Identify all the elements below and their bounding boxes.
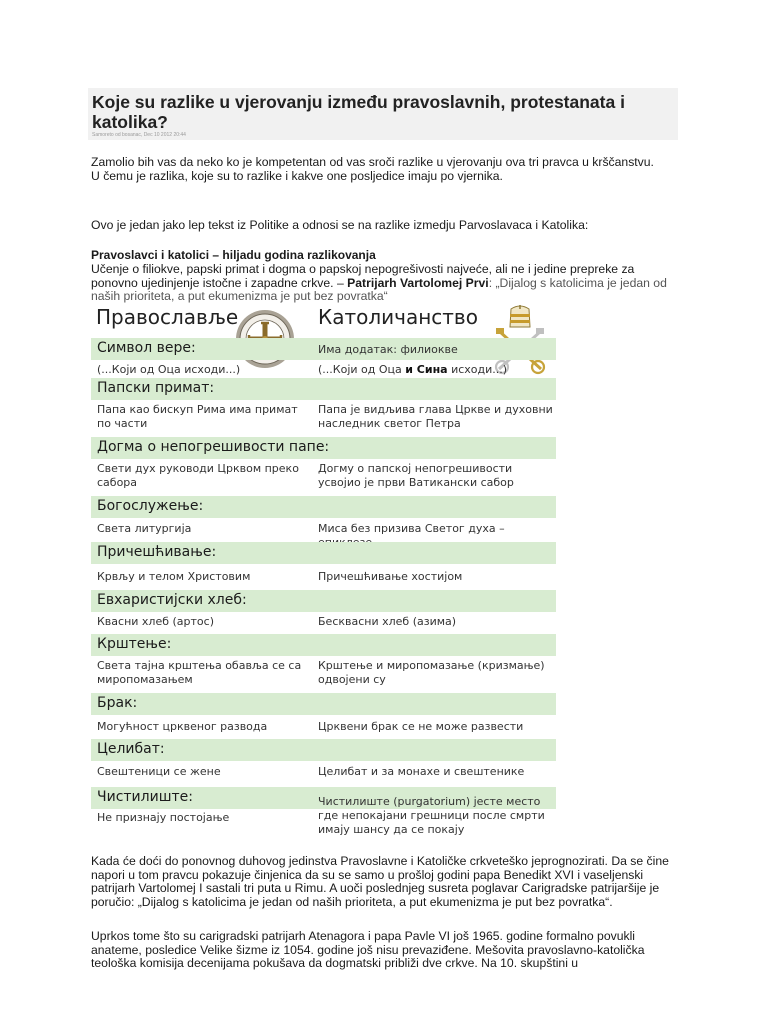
category-celibacy — [91, 739, 556, 761]
title-box — [88, 88, 678, 140]
catholic-cell: Бесквасни хлеб (азима) — [318, 615, 457, 628]
lead-text: Učenje o filiokve, papski primat i dogma o papskoj nepogrešivosti najveće, ali ne i jedine prepreke za ponovno ujedinjenje istočne i zapadne crkve. – — [91, 262, 635, 290]
orthodox-cell: (...Који од Оца исходи...) — [97, 363, 241, 376]
category-label: Целибат: — [97, 741, 165, 757]
orthodox-cell: Квасни хлеб (артос) — [97, 615, 214, 628]
category-infallibility — [91, 437, 556, 459]
category-extra: Има додатак: филиокве — [318, 343, 458, 356]
closing-paragraph-1: Kada će doći do ponovnog duhovog jedinstva Pravoslavne i Katoličke crkveteško jeprognozirati. Da se čine napori u tom pravcu pokazuje činjenica da su se samo u prošloj godini papa Benedikt XVI i vaseljenski patrijarh Vartolomej I sastali tri puta u Rimu. A uoči poslednjeg susreta poglavar Carigradske patrijaršije je poručio: „Dijalog s katolicima je jedan od naših prioriteta, a put ekumenizma je put bez povratka“. — [91, 854, 669, 909]
closing-paragraph-2: Uprkos tome što su carigradski patrijarh Atenagora i papa Pavle VI još 1965. godine formalno povukli anateme, posledice Velike šizme iz 1054. godine još nisu prevaziđene. Mešovita pravoslavno-katolička teološka komisija decenijama pokušava da dogmatski približi dve crkve. Na 10. skupštini u — [91, 929, 645, 971]
catholic-cell: Чистилиште (purgatorium) јесте место где непокајани грешници после смрти имају шансу да се покају — [318, 795, 545, 836]
catholic-cell-text: (...Који од Оца — [318, 363, 406, 376]
catholic-cell — [318, 363, 556, 377]
category-liturgy — [91, 496, 556, 518]
category-baptism — [91, 634, 556, 656]
article-heading: Pravoslavci i katolici – hiljadu godina razlikovanja — [91, 248, 376, 262]
catholic-cell: Причешћивање хостијом — [318, 570, 463, 583]
catholic-cell: Миса без призива Светог духа – — [318, 522, 505, 535]
orthodox-cell: Крвљу и телом Христовим — [97, 570, 251, 583]
table-header — [91, 303, 558, 339]
post-meta: Samoreto od bosanac, Dec 10 2012 20:44 — [92, 132, 186, 138]
catholic-cell: Црквени брак се не може развести — [318, 720, 524, 733]
quote-text: : „Dijalog s katolicima je jedan od naših prioriteta, a put ekumenizma je put bez povratka“ — [91, 275, 667, 304]
intro-line-3: Ovo je jedan jako lep tekst iz Politike a odnosi se na razlike izmedju Parvoslavaca i Katolika: — [91, 218, 589, 232]
catholic-cell: Догму о папској непогрешивости усвојио је први Ватикански сабор — [318, 462, 514, 489]
orthodox-cell: Свети дух руководи Црквом преко сабора — [97, 462, 299, 489]
category-eucharist-bread — [91, 590, 556, 612]
category-label: Догма о непогрешивости папе: — [97, 439, 330, 455]
quote-author: Patrijarh Vartolomej Prvi — [347, 275, 489, 290]
category-label: Брак: — [97, 695, 138, 711]
catholic-cell: Папа је видљива глава Цркве и духовни наследник светог Петра — [318, 403, 553, 430]
intro-line-2: U čemu je razlika, koje su to razlike i kakve one posljedice imaju po vjernika. — [91, 168, 503, 183]
category-label: Крштење: — [97, 636, 172, 652]
catholic-cell-text-end: исходи...) — [447, 363, 508, 376]
category-communion — [91, 542, 556, 564]
orthodox-cell: Света тајна крштења обавља се са миропомазањем — [97, 659, 302, 686]
category-label: Чистилиште: — [97, 789, 193, 805]
category-label: Богослужење: — [97, 498, 204, 514]
orthodox-cell: Не признају постојање — [97, 811, 230, 824]
orthodox-cell: Света литургија — [97, 522, 192, 535]
page-title: Koje su razlike u vjerovanju između pravoslavnih, protestanata i katolika? — [92, 92, 625, 132]
orthodox-cell: Могућност црквеног развода — [97, 720, 268, 733]
category-label: Символ вере: — [97, 340, 196, 356]
intro-paragraph — [91, 156, 681, 183]
intro-line-1: Zamolio bih vas da neko ko je kompetentan od vas sroči razlike u vjerovanju ova tri pravca u krščanstvu. — [91, 155, 654, 169]
category-primacy — [91, 378, 556, 400]
category-label: Папски примат: — [97, 380, 215, 396]
orthodox-cell: Свештеници се жене — [97, 765, 221, 778]
catholic-header: Католичанство — [318, 305, 478, 329]
orthodox-header: Православље — [96, 305, 239, 329]
orthodox-cell: Папа као бискуп Рима има примат по части — [97, 403, 298, 430]
catholic-cell: Целибат и за монахе и свештенике — [318, 765, 525, 778]
catholic-cell: Крштење и миропомазање (кризмање) одвојени су — [318, 659, 545, 686]
category-creed — [91, 338, 556, 360]
catholic-cell-highlight: и Сина — [405, 363, 448, 376]
article-lead — [91, 263, 681, 304]
comparison-table — [91, 303, 558, 847]
category-label: Евхаристијски хлеб: — [97, 592, 247, 608]
category-label: Причешћивање: — [97, 544, 217, 560]
category-marriage — [91, 693, 556, 715]
